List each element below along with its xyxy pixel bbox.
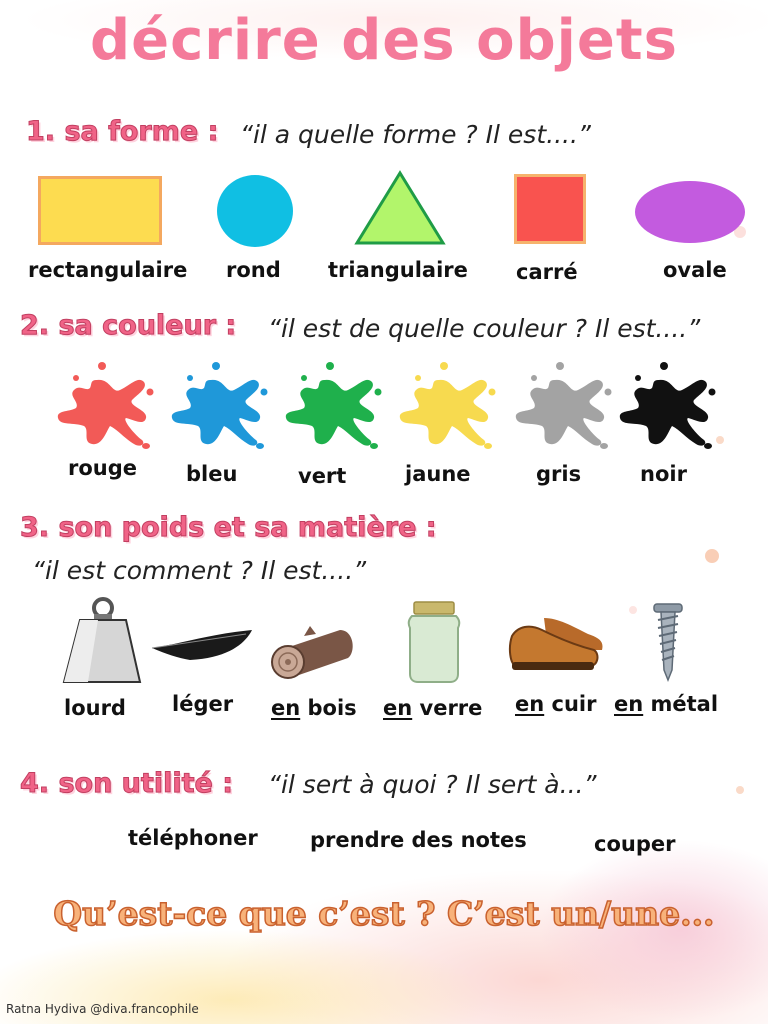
section-poids-question: “il est comment ? Il est....”	[32, 556, 367, 585]
section-couleur-heading: 2. sa couleur :	[20, 310, 237, 341]
use-label-telephoner: téléphoner	[128, 826, 258, 850]
page-title: décrire des objets	[90, 8, 678, 73]
author-credit: Ratna Hydiva @diva.francophile	[6, 1002, 199, 1016]
color-label-bleu: bleu	[186, 462, 238, 486]
section-utilite-question: “il sert à quoi ? Il sert à...”	[268, 770, 597, 799]
shoe-icon	[508, 614, 606, 674]
material-name: cuir	[551, 692, 597, 716]
paint-splash-icon-blue	[166, 360, 266, 452]
material-name: verre	[419, 696, 483, 720]
log-icon	[270, 624, 356, 682]
screw-icon	[650, 602, 686, 682]
circle-shape-icon	[216, 174, 294, 248]
material-prefix: en	[515, 692, 545, 716]
material-prefix: en	[271, 696, 301, 720]
shape-label-ovale: ovale	[663, 258, 727, 282]
color-label-vert: vert	[298, 464, 347, 488]
shape-label-triangulaire: triangulaire	[328, 258, 468, 282]
color-label-noir: noir	[640, 462, 687, 486]
material-name: métal	[650, 692, 719, 716]
use-label-prendre-des-notes: prendre des notes	[310, 828, 527, 852]
section-couleur-question: “il est de quelle couleur ? Il est....”	[268, 314, 701, 343]
square-shape-icon	[514, 174, 586, 244]
weight-icon	[58, 596, 148, 686]
paint-splash-icon-green	[280, 360, 380, 452]
material-label-metal	[614, 692, 718, 716]
material-prefix: en	[614, 692, 644, 716]
paint-splash-icon-black	[614, 360, 714, 452]
color-label-jaune: jaune	[405, 462, 471, 486]
rectangle-shape-icon	[38, 176, 162, 246]
feather-icon	[150, 628, 254, 668]
use-label-couper: couper	[594, 832, 676, 856]
material-name: bois	[307, 696, 357, 720]
material-label-bois	[271, 696, 357, 720]
paint-splash-icon-yellow	[394, 360, 494, 452]
shape-label-carre: carré	[516, 260, 578, 284]
paint-splash-icon-red	[52, 360, 152, 452]
oval-shape-icon	[634, 180, 746, 244]
jar-icon	[406, 600, 462, 684]
material-prefix: en	[383, 696, 413, 720]
shape-label-rectangulaire: rectangulaire	[28, 258, 188, 282]
section-forme-heading: 1. sa forme :	[26, 116, 219, 147]
paint-splash-icon-grey	[510, 360, 610, 452]
section-poids-heading: 3. son poids et sa matière :	[20, 512, 437, 543]
weight-label-lourd: lourd	[64, 696, 126, 720]
material-label-cuir	[515, 692, 596, 716]
shape-label-rond: rond	[226, 258, 281, 282]
weight-label-leger: léger	[172, 692, 234, 716]
color-label-rouge: rouge	[68, 456, 138, 480]
material-label-verre	[383, 696, 482, 720]
color-label-gris: gris	[536, 462, 582, 486]
triangle-shape-icon	[354, 170, 446, 246]
footer-question: Qu’est-ce que c’est ? C’est un/une...	[53, 894, 715, 933]
section-forme-question: “il a quelle forme ? Il est....”	[240, 120, 591, 149]
section-utilite-heading: 4. son utilité :	[20, 768, 233, 799]
